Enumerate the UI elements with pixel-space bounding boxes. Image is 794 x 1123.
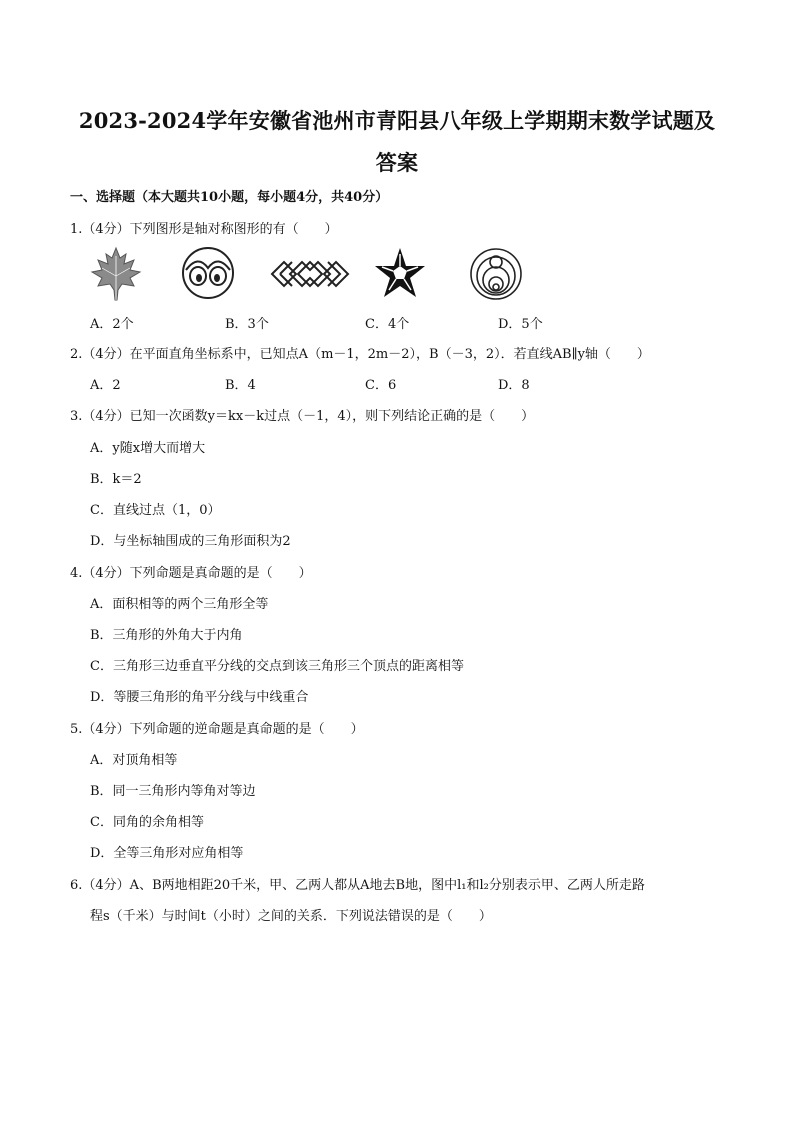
chinese-knot-figure — [270, 246, 350, 302]
section-heading: 一、选择题（本大题共10小题，每小题4分，共40分） — [70, 190, 389, 205]
question-1-option-c: C．4个 — [365, 317, 410, 332]
question-1-stem: 1.（4分）下列图形是轴对称图形的有（ ） — [70, 222, 338, 237]
question-2-stem: 2.（4分）在平面直角坐标系中，已知点A（m－1，2m－2），B（－3，2）．若直线AB∥y轴（ ） — [70, 347, 650, 362]
question-2-option-a: A．2 — [90, 378, 121, 393]
question-3-option-a: A．y随x增大而增大 — [90, 441, 206, 456]
question-2-option-c: C．6 — [365, 378, 397, 393]
question-4-option-d: D．等腰三角形的角平分线与中线重合 — [90, 690, 309, 705]
question-5-option-c: C．同角的余角相等 — [90, 815, 204, 830]
question-1-option-b: B．3个 — [225, 317, 269, 332]
star-pentagon-figure — [372, 246, 428, 302]
question-1-option-a: A．2个 — [90, 317, 134, 332]
question-4-option-b: B．三角形的外角大于内角 — [90, 628, 243, 643]
question-1-option-d: D．5个 — [498, 317, 543, 332]
question-6-stem-line-1: 6.（4分）A、B两地相距20千米，甲、乙两人都从A地去B地，图中l₁和l₂分别表示甲、乙两人所走路 — [70, 878, 645, 893]
question-1-figures — [0, 246, 794, 302]
question-3-option-d: D．与坐标轴围成的三角形面积为2 — [90, 534, 291, 549]
question-5-stem: 5.（4分）下列命题的逆命题是真命题的是（ ） — [70, 722, 364, 737]
question-5-option-b: B．同一三角形内等角对等边 — [90, 784, 256, 799]
maple-leaf-figure — [88, 246, 144, 302]
question-4-option-c: C．三角形三边垂直平分线的交点到该三角形三个顶点的距离相等 — [90, 659, 464, 674]
question-5-option-a: A．对顶角相等 — [90, 753, 178, 768]
question-3-option-c: C．直线过点（1，0） — [90, 503, 221, 518]
question-5-option-d: D．全等三角形对应角相等 — [90, 846, 244, 861]
page-title: 2023-2024学年安徽省池州市青阳县八年级上学期期末数学试题及答案 — [78, 108, 716, 175]
question-4-stem: 4.（4分）下列命题是真命题的是（ ） — [70, 566, 312, 581]
question-2-option-b: B．4 — [225, 378, 256, 393]
question-4-option-a: A．面积相等的两个三角形全等 — [90, 597, 269, 612]
owl-face-figure — [180, 246, 236, 302]
question-6-stem-line-2: 程s（千米）与时间t（小时）之间的关系．下列说法错误的是（ ） — [90, 909, 492, 924]
question-3-option-b: B．k＝2 — [90, 472, 142, 487]
nested-circles-figure — [468, 246, 524, 302]
question-2-option-d: D．8 — [498, 378, 530, 393]
question-3-stem: 3.（4分）已知一次函数y＝kx－k过点（－1，4），则下列结论正确的是（ ） — [70, 409, 535, 424]
